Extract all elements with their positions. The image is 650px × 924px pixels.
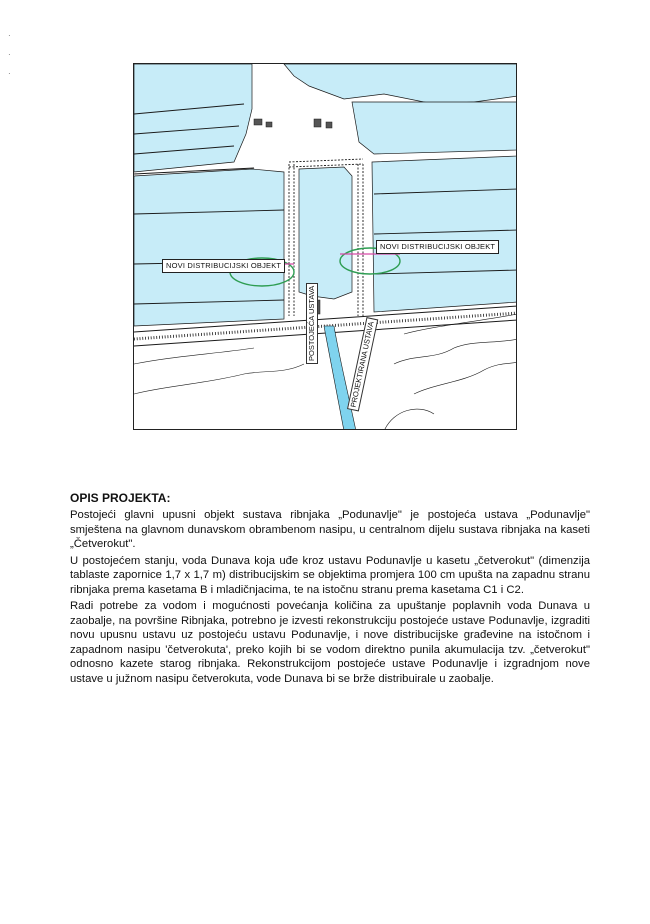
- project-description: [70, 491, 590, 688]
- water-basin-northwest: [134, 64, 252, 172]
- paragraph-1: Postojeći glavni upusni objekt sustava ribnjaka „Podunavlje" je postojeća ustava „Podunavlje" smještena na glavnom dunavskom obrambenom nasipu, u centralnom dijelu sustava ribnjaka na kaseti „Četverokut".: [70, 509, 590, 550]
- map-label-west-object: NOVI DISTRIBUCIJSKI OBJEKT: [162, 259, 285, 273]
- paragraph-2: U postojećem stanju, voda Dunava koja uđe kroz ustavu Podunavlje u kasetu „četverokut" (dimenzija tablaste zapornice 1,7 x 1,7 m) distribucijskim se objektima promjera 100 cm upušta na zapadnu stranu ribnjaka prema kasetama B i mladičnjacima, te na istočnu stranu prema kasetama C1 i C2.: [70, 554, 590, 596]
- section-heading: OPIS PROJEKTA:: [70, 491, 171, 505]
- map-label-existing-sluice: POSTOJEĆA USTAVA: [306, 283, 318, 364]
- channel-south: [324, 326, 356, 430]
- map-label-planned-sluice: PROJEKTIRANA USTAVA: [347, 318, 378, 412]
- site-map: [133, 63, 517, 430]
- water-basin-central: [299, 167, 352, 299]
- map-label-east-object: NOVI DISTRIBUCIJSKI OBJEKT: [376, 240, 499, 254]
- water-basin-northeast: [284, 64, 517, 104]
- paragraph-3: Radi potrebe za vodom i mogućnosti povećanja količina za upuštanje poplavnih voda Dunava u zaobalje, na površine Ribnjaka, potrebno je izvesti rekonstrukciju postojeće ustave Podunavlje, izgraditi novu upusnu ustavu uz postojeću ustavu Podunavlje, i nove distribucijske građevine na istočnom i zapadnom nasipu 'četverokuta', preko kojih bi se vodom direktno punila akumulacija tzv. „četverokut" odnosno kazete starog ribnjaka. Rekonstrukcijom postojeće ustave Podunavlje i izgradnjom nove ustave u južnom nasipu četverokuta, vode Dunava bi se brže distribuirale u zaobalje.: [70, 600, 590, 685]
- water-basin-east: [372, 156, 517, 312]
- scan-marks: · · ·: [8, 31, 11, 78]
- water-basin-east-upper: [352, 102, 517, 154]
